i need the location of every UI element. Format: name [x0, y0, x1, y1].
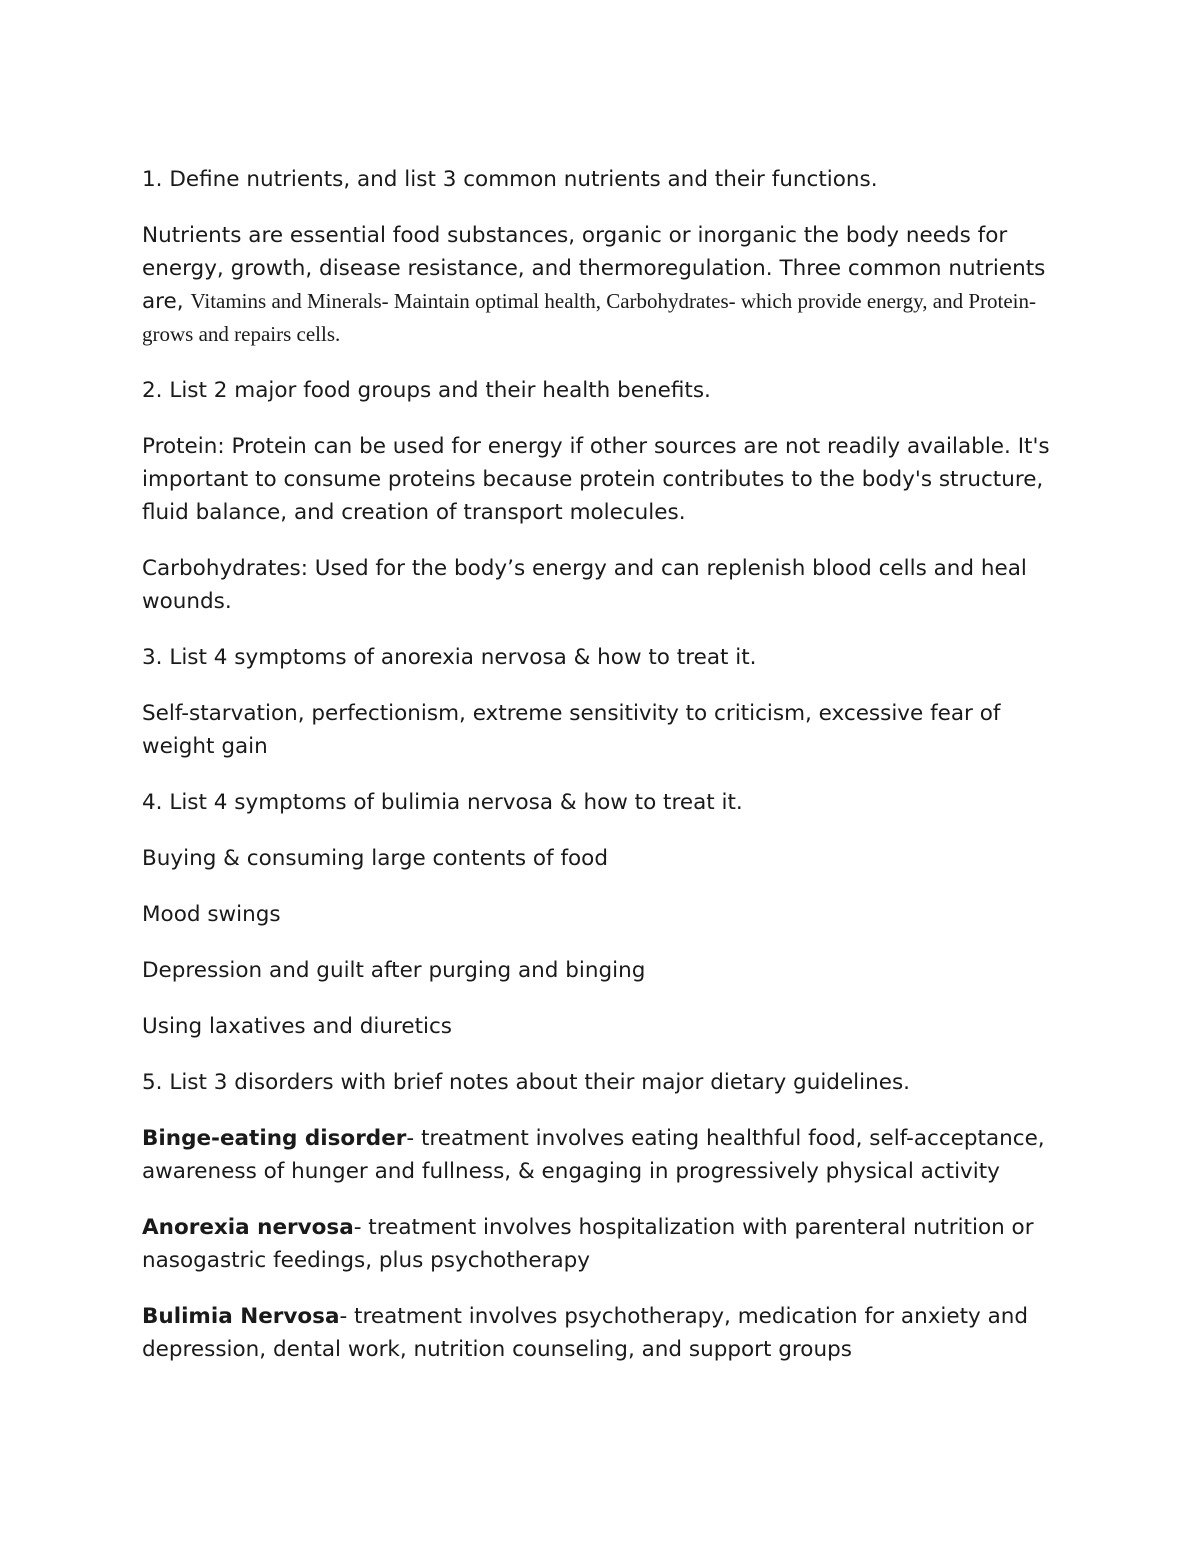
- answer-1: [142, 219, 1072, 351]
- question-2: 2. List 2 major food groups and their health benefits.: [142, 378, 711, 403]
- disorder-term: Bulimia Nervosa: [142, 1304, 340, 1329]
- disorder-binge-eating: [142, 1122, 1072, 1188]
- answer-4-item: Depression and guilt after purging and binging: [142, 958, 646, 983]
- disorder-description: - treatment involves eating healthful food, self-acceptance, awareness of hunger and fullness, & engaging in progressively physical activity: [142, 1126, 1045, 1184]
- question-3: 3. List 4 symptoms of anorexia nervosa & how to treat it.: [142, 645, 757, 670]
- disorder-term: Anorexia nervosa: [142, 1215, 354, 1240]
- question-1: 1. Define nutrients, and list 3 common nutrients and their functions.: [142, 167, 878, 192]
- answer-4-item: Using laxatives and diuretics: [142, 1014, 453, 1039]
- disorder-description: - treatment involves hospitalization with parenteral nutrition or nasogastric feedings, plus psychotherapy: [142, 1215, 1034, 1273]
- disorder-term: Binge-eating disorder: [142, 1126, 407, 1151]
- disorder-anorexia: [142, 1211, 1072, 1277]
- question-4: 4. List 4 symptoms of bulimia nervosa & how to treat it.: [142, 790, 743, 815]
- answer-4-item: Mood swings: [142, 902, 281, 927]
- question-5: 5. List 3 disorders with brief notes about their major dietary guidelines.: [142, 1070, 911, 1095]
- answer-1-nutrient-list: Vitamins and Minerals- Maintain optimal health, Carbohydrates- which provide energy, and Protein- grows and repairs cells.: [142, 289, 1036, 346]
- answer-4-item: Buying & consuming large contents of food: [142, 846, 608, 871]
- disorder-bulimia: [142, 1300, 1072, 1366]
- disorder-description: - treatment involves psychotherapy, medication for anxiety and depression, dental work, nutrition counseling, and support groups: [142, 1304, 1029, 1362]
- answer-2-carbohydrates: Carbohydrates: Used for the body’s energy and can replenish blood cells and heal wounds.: [142, 556, 1027, 614]
- answer-3: Self-starvation, perfectionism, extreme sensitivity to criticism, excessive fear of weight gain: [142, 701, 1001, 759]
- answer-1-text: Nutrients are essential food substances, organic or inorganic the body needs for energy, growth, disease resistance, and thermoregulation. Three common nutrients are,: [142, 223, 1046, 314]
- answer-2-protein: Protein: Protein can be used for energy if other sources are not readily available. It's important to consume proteins because protein contributes to the body's structure, fluid balance, and creation of transport molecules.: [142, 434, 1050, 525]
- document-body: [142, 163, 1072, 1389]
